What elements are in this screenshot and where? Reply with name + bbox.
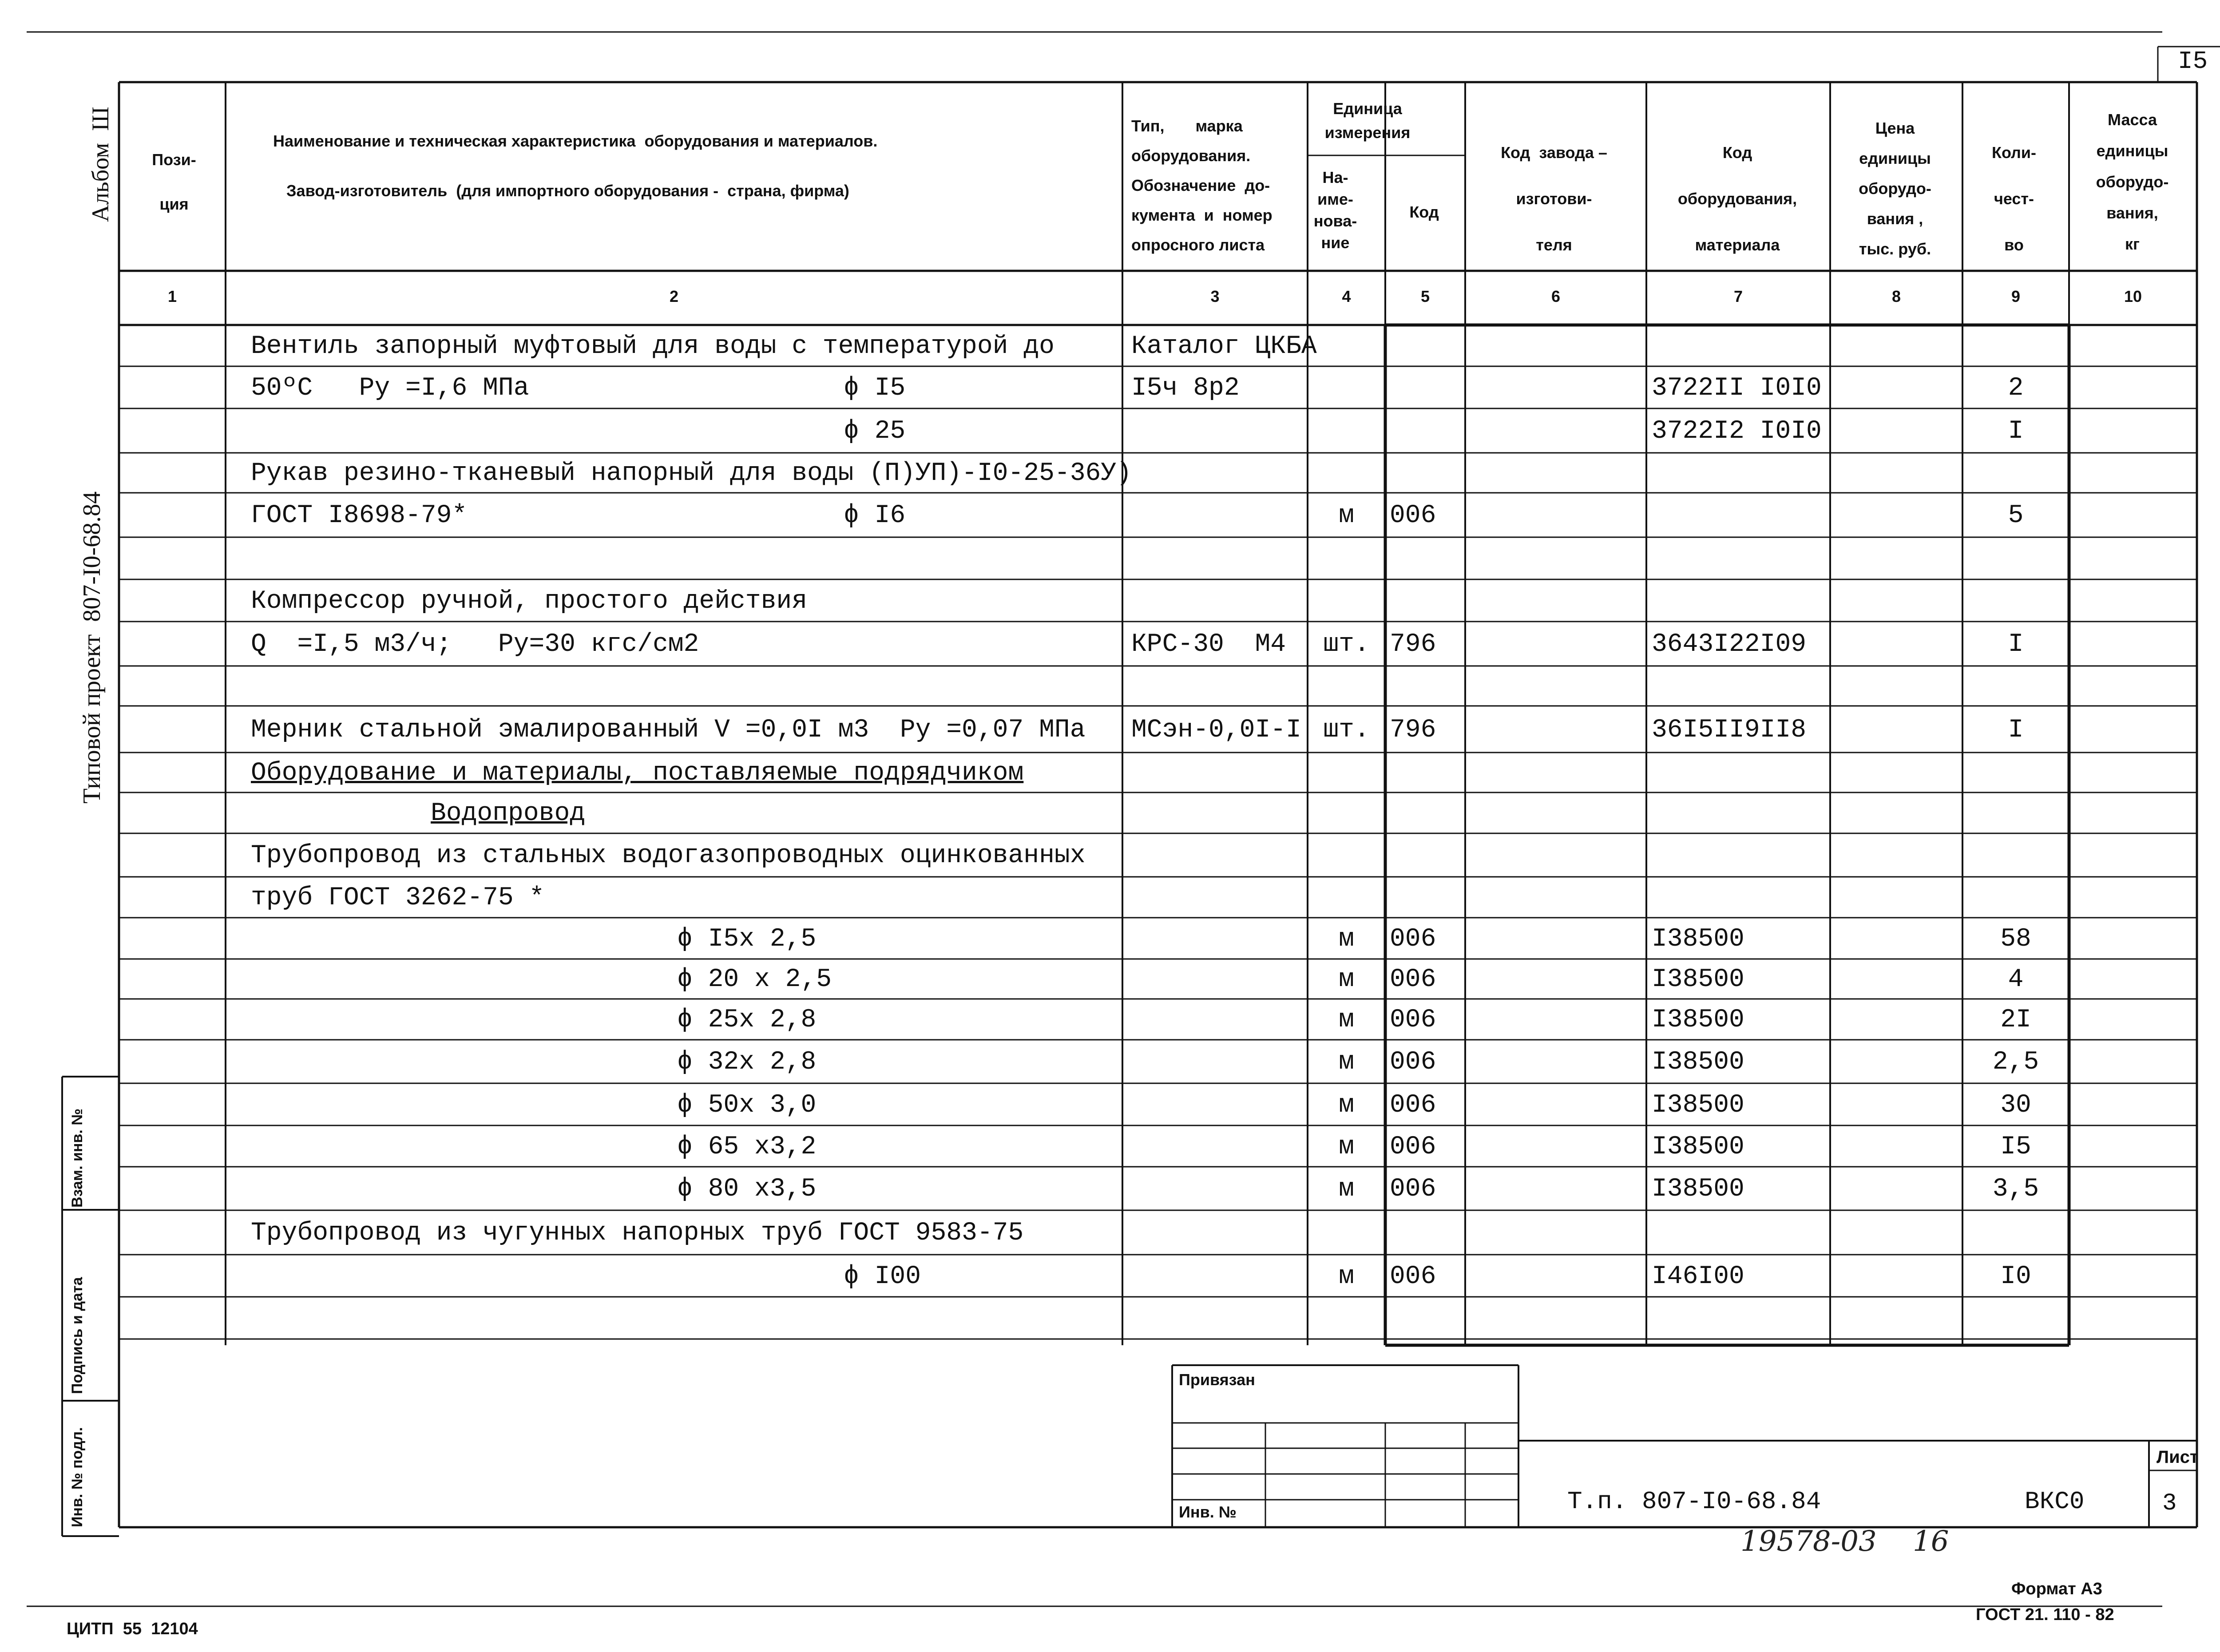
row-unit: м xyxy=(1339,1133,1354,1161)
row-diameter: ϕ I5 xyxy=(844,374,906,403)
row-unit-code: 006 xyxy=(1390,501,1436,530)
row-equipment-code: 36I5II9II8 xyxy=(1652,716,1807,745)
header-name-line1: Наименование и техническая характеристика оборудования и материалов. xyxy=(273,132,878,150)
row-name: Q =I,5 м3/ч; Ру=30 кгс/см2 xyxy=(251,630,699,659)
row-equipment-code: I38500 xyxy=(1652,1091,1744,1120)
row-equipment-code: I38500 xyxy=(1652,1048,1744,1077)
row-name: Вентиль запорный муфтовый для воды с температурой до xyxy=(251,332,1054,361)
row-equipment-code: I38500 xyxy=(1652,1175,1744,1204)
column-number: 6 xyxy=(1551,287,1561,305)
column-number: 1 xyxy=(167,287,177,305)
header-unit-group: Единица измерения xyxy=(1324,99,1411,142)
row-quantity: 3,5 xyxy=(1992,1175,2039,1204)
row-equipment-code: I38500 xyxy=(1652,1006,1744,1034)
row-equipment-code: I38500 xyxy=(1652,965,1744,994)
header-type: Тип, марка оборудования. Обозначение до- кумента и номер опросного листа xyxy=(1131,117,1273,254)
row-quantity: 30 xyxy=(2000,1091,2031,1120)
row-quantity: I xyxy=(2008,630,2024,659)
row-unit-code: 006 xyxy=(1390,1175,1436,1204)
designation: Т.п. 807-I0-68.84 xyxy=(1567,1487,1821,1516)
row-diameter: ϕ 25х 2,8 xyxy=(677,1006,817,1034)
row-quantity: 4 xyxy=(2008,965,2024,994)
column-number: 7 xyxy=(1733,287,1743,305)
row-unit: м xyxy=(1339,1006,1354,1034)
inv-label: Инв. № xyxy=(1179,1503,1237,1521)
format-label: Формат А3 xyxy=(2011,1580,2102,1598)
row-unit: м xyxy=(1339,1091,1354,1120)
row-type: Каталог ЦКБА xyxy=(1131,332,1317,361)
row-diameter: ϕ 32х 2,8 xyxy=(677,1048,817,1077)
row-quantity: I xyxy=(2008,716,2024,745)
row-unit: м xyxy=(1339,1262,1354,1291)
header-unit-code: Код xyxy=(1409,203,1439,221)
row-diameter: ϕ 80 х3,5 xyxy=(677,1175,817,1204)
row-unit-code: 006 xyxy=(1390,925,1436,954)
row-name: Трубопровод из стальных водогазопроводных оцинкованных xyxy=(251,841,1086,870)
album-label: Альбом Ш xyxy=(87,107,114,222)
row-unit-code: 006 xyxy=(1390,1006,1436,1034)
row-name: Водопровод xyxy=(431,799,586,828)
row-diameter: ϕ 50х 3,0 xyxy=(677,1091,817,1120)
row-unit-code: 006 xyxy=(1390,1091,1436,1120)
row-unit: м xyxy=(1339,501,1354,530)
column-number: 10 xyxy=(2124,287,2142,305)
row-name: труб ГОСТ 3262-75 * xyxy=(251,883,545,912)
row-unit: м xyxy=(1339,1048,1354,1077)
row-quantity: I xyxy=(2008,417,2024,446)
header-unit-name: На- име- нова- ние xyxy=(1313,168,1357,252)
row-diameter: ϕ I6 xyxy=(844,501,906,530)
row-quantity: I0 xyxy=(2000,1262,2031,1291)
project-label: Типовой проект 807-I0-68.84 xyxy=(78,491,106,804)
row-quantity: 2 xyxy=(2008,374,2024,403)
row-unit: м xyxy=(1339,925,1354,954)
bound-label: Привязан xyxy=(1179,1371,1255,1389)
row-unit: шт. xyxy=(1323,716,1370,745)
header-factory-code: Код завода – изготови- теля xyxy=(1501,143,1607,254)
header-position: Пози- ция xyxy=(152,151,196,213)
row-diameter: ϕ 20 х 2,5 xyxy=(677,965,832,994)
column-number: 3 xyxy=(1210,287,1220,305)
header-name-line2: Завод-изготовитель (для импортного оборудования - страна, фирма) xyxy=(286,182,849,200)
header-price: Цена единицы оборудо- вания , тыс. руб. xyxy=(1859,119,1931,258)
column-number: 5 xyxy=(1420,287,1430,305)
row-quantity: I5 xyxy=(2000,1133,2031,1161)
row-diameter: ϕ I5х 2,5 xyxy=(677,925,817,954)
row-type: КРС-30 М4 xyxy=(1131,630,1286,659)
column-number: 8 xyxy=(1891,287,1901,305)
row-unit: м xyxy=(1339,1175,1354,1204)
section-code: ВКС0 xyxy=(2025,1487,2085,1516)
row-equipment-code: I46I00 xyxy=(1652,1262,1744,1291)
row-unit: м xyxy=(1339,965,1354,994)
row-name: Трубопровод из чугунных напорных труб ГОСТ 9583-75 xyxy=(251,1219,1024,1248)
row-unit-code: 006 xyxy=(1390,1262,1436,1291)
row-equipment-code: I38500 xyxy=(1652,1133,1744,1161)
row-unit-code: 006 xyxy=(1390,1048,1436,1077)
row-unit-code: 796 xyxy=(1390,630,1436,659)
row-equipment-code: I38500 xyxy=(1652,925,1744,954)
row-name: Компрессор ручной, простого действия xyxy=(251,587,808,616)
sheet-number: 3 xyxy=(2162,1490,2177,1517)
header-mass: Масса единицы оборудо- вания, кг xyxy=(2096,111,2169,253)
row-equipment-code: 3722II I0I0 xyxy=(1652,374,1822,403)
row-quantity: 2I xyxy=(2000,1006,2031,1034)
row-type: МСэн-0,0I-I xyxy=(1131,716,1301,745)
row-equipment-code: 3643I22I09 xyxy=(1652,630,1807,659)
row-diameter: ϕ 65 х3,2 xyxy=(677,1133,817,1161)
stamp-inv-podl: Инв. № подл. xyxy=(69,1427,86,1527)
row-diameter: ϕ 25 xyxy=(844,417,906,446)
handwritten-number: 19578-03 16 xyxy=(1740,1525,1949,1558)
row-unit-code: 006 xyxy=(1390,965,1436,994)
stamp-vzam-inv: Взам. инв. № xyxy=(69,1108,86,1208)
row-name: Рукав резино-тканевый напорный для воды (П)УП)-I0-25-36У) xyxy=(251,459,1132,488)
column-number: 4 xyxy=(1342,287,1351,305)
page-number: I5 xyxy=(2178,47,2208,75)
column-number: 2 xyxy=(669,287,679,305)
row-quantity: 58 xyxy=(2000,925,2031,954)
row-name: 50ºС Ру =I,6 МПа xyxy=(251,374,529,403)
row-quantity: 2,5 xyxy=(1992,1048,2039,1077)
row-unit-code: 796 xyxy=(1390,716,1436,745)
header-equipment-code: Код оборудования, материала xyxy=(1677,143,1797,254)
gost-label: ГОСТ 21. 110 - 82 xyxy=(1976,1605,2114,1624)
row-name: ГОСТ I8698-79* xyxy=(251,501,468,530)
row-type: I5ч 8р2 xyxy=(1131,374,1240,403)
header-quantity: Коли- чест- во xyxy=(1991,143,2037,254)
stamp-signature-date: Подпись и дата xyxy=(69,1277,86,1394)
sheet-label: Лист xyxy=(2157,1447,2199,1467)
row-quantity: 5 xyxy=(2008,501,2024,530)
row-name: Оборудование и материалы, поставляемые подрядчиком xyxy=(251,759,1024,788)
column-number: 9 xyxy=(2011,287,2021,305)
row-unit-code: 006 xyxy=(1390,1133,1436,1161)
row-unit: шт. xyxy=(1323,630,1370,659)
row-diameter: ϕ I00 xyxy=(844,1262,921,1291)
row-name: Мерник стальной эмалированный V =0,0I м3 Ру =0,07 МПа xyxy=(251,716,1086,745)
row-equipment-code: 3722I2 I0I0 xyxy=(1652,417,1822,446)
org-label: ЦИТП 55 12104 xyxy=(67,1620,198,1638)
